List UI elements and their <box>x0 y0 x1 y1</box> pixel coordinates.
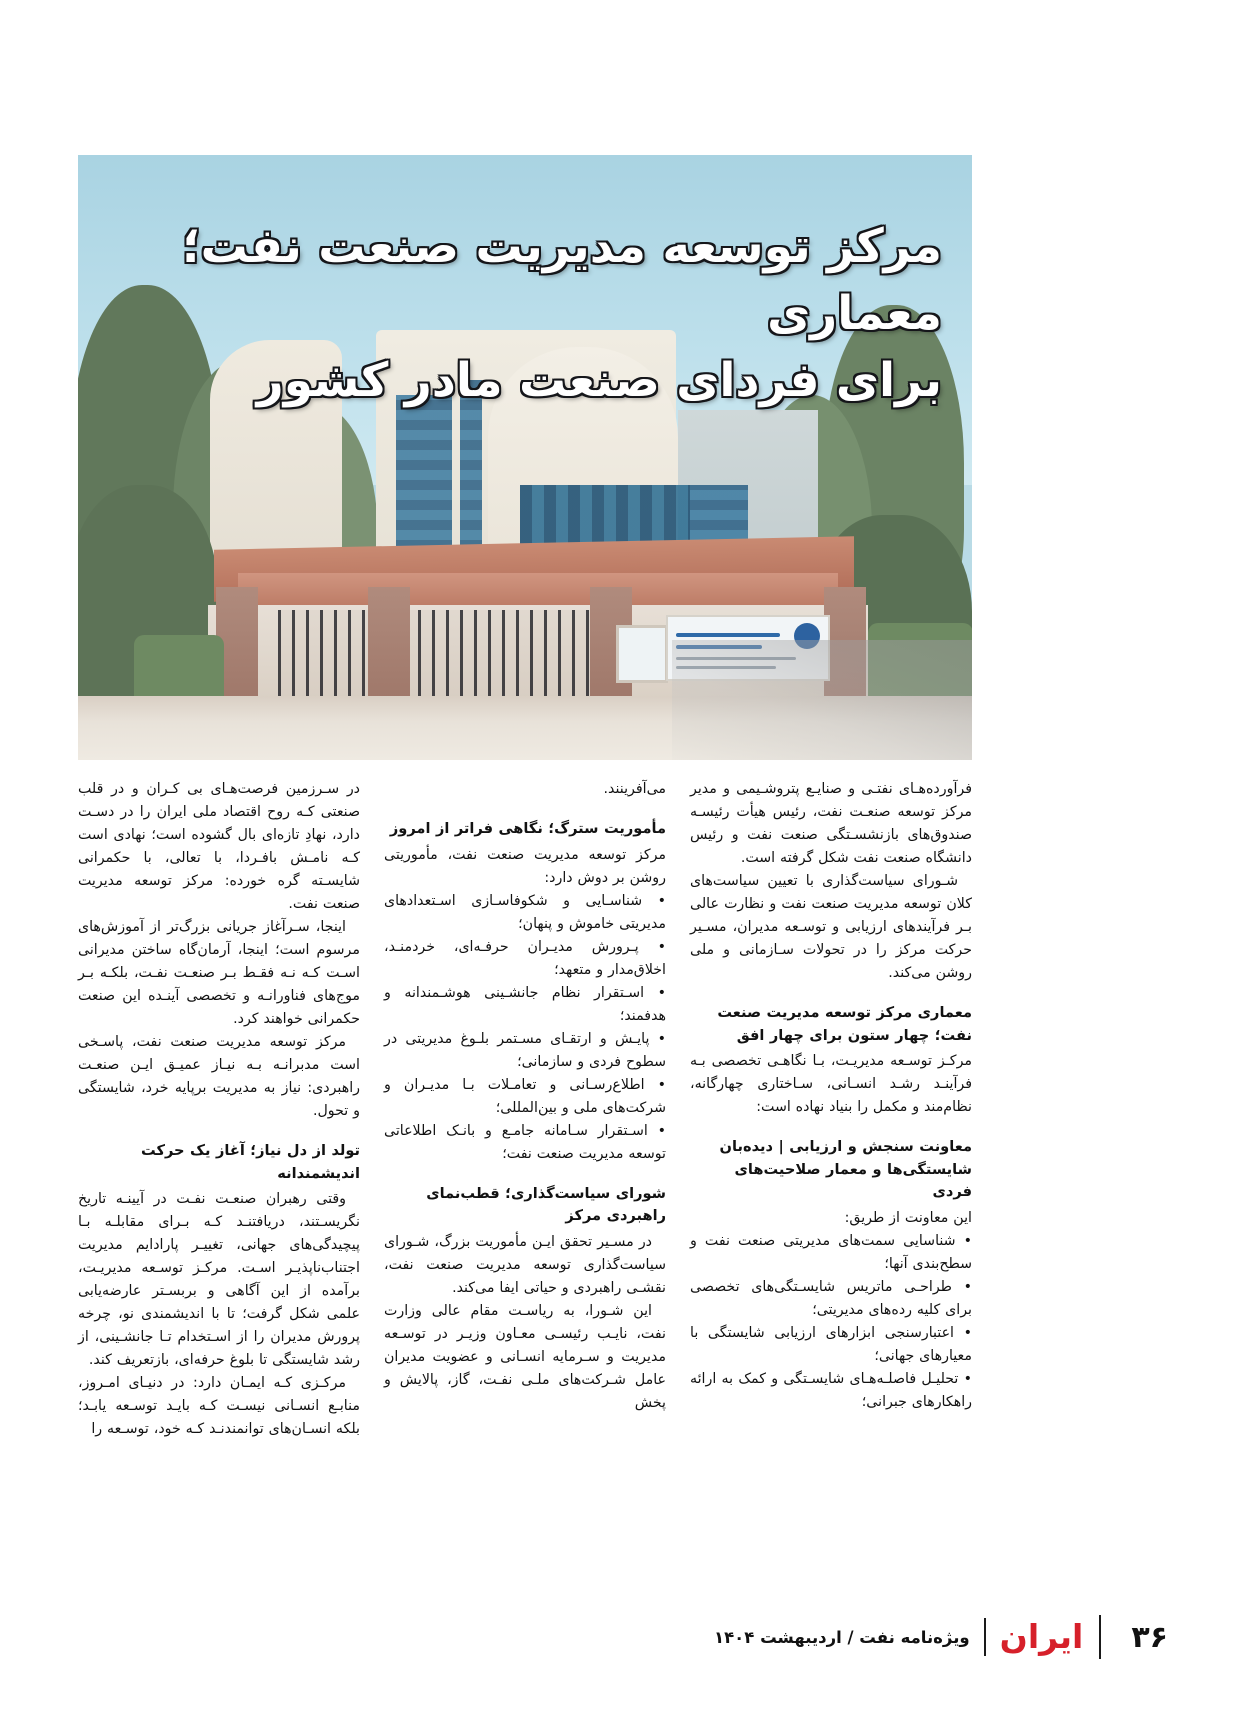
hero-photo <box>78 155 972 760</box>
paragraph: مرکز توسعه مدیریت صنعت نفت، پاسـخی است مدبرانـه بـه نیـاز عمیـق ایـن صنعـت راهبردی: نیاز به مدیریت برپایه خرد، شایستگی و تحول. <box>78 1034 360 1119</box>
guard-window <box>616 625 668 683</box>
section-heading: شورای سیاست‌گذاری؛ قطب‌نمای راهبردی مرکز <box>426 1184 666 1225</box>
street-road <box>672 640 972 760</box>
list-item: • شناسایی سمت‌های مدیریتی صنعت نفت و سطح‌بندی آنها؛ <box>690 1230 972 1276</box>
section-heading: معاونت سنجش و ارزیابی | دیده‌بان شایستگی‌ها و معمار صلاحیت‌های فردی <box>719 1138 972 1201</box>
paragraph: مرکـز توسـعه مدیریـت، بـا نگاهـی تخصصی بـه فرآینـد رشـد انسـانی، سـاختاری چهارگانه، نظام‌مند و مکمل را بنیاد نهاده است: <box>690 1053 972 1116</box>
page-footer <box>78 1610 1172 1664</box>
footer-separator-1 <box>1099 1615 1101 1659</box>
list-item: • پـرورش مدیـران حرفـه‌ای، خردمنـد، اخلاق‌مدار و متعهد؛ <box>384 936 666 982</box>
headline-line-1: مرکز توسعه مدیریت صنعت نفت؛ معماری <box>181 219 942 342</box>
section-heading: تولد از دل نیاز؛ آغاز یک حرکت اندیشمندانه <box>141 1142 360 1182</box>
paragraph: این شـورا، به ریاسـت مقام عالی وزارت نفت، نایـب رئیسـی معـاون وزیـر در توسـعه مدیریت و سـرمایه انسـانی و عضویت مدیران عامل شـرکت‌های ملـی نفـت، گاز، پالایش و پخش <box>384 1302 666 1411</box>
list-item: • طراحـی ماتریس شایسـتگی‌های تخصصی برای کلیه رده‌های مدیریتی؛ <box>690 1276 972 1322</box>
list-item: • پایـش و ارتقـای مسـتمر بلـوغ مدیریتی در سطوح فردی و سازمانی؛ <box>384 1028 666 1074</box>
headline-line-2: برای فردای صنعت مادر کشور <box>256 352 942 408</box>
section-heading: مأموریت سترگ؛ نگاهی فراتر از امروز <box>389 820 666 837</box>
list-item: • اعتبارسنجی ابزارهای ارزیابی شایستگی با معیارهای جهانی؛ <box>690 1322 972 1368</box>
list-item: • اطلاع‌رسـانی و تعامـلات بـا مدیـران و شرکت‌های ملی و بین‌المللی؛ <box>384 1074 666 1120</box>
publication-logo: ایران <box>999 1616 1084 1656</box>
competency-bullet-list <box>690 1230 972 1414</box>
list-item: • تحلیـل فاصلـه‌هـای شایسـتگی و کمک به ارائه راهکارهای جبرانی؛ <box>690 1368 972 1414</box>
list-item: • شناسـایی و شکوفاسـازی اسـتعدادهای مدیریتی خاموش و پنهان؛ <box>384 890 666 936</box>
paragraph: این معاونت از طریق: <box>844 1210 972 1227</box>
issue-label: ویژه‌نامه نفت / اردیبهشت ۱۴۰۴ <box>714 1627 970 1647</box>
paragraph: مرکـزی کـه ایمـان دارد: در دنیـای امـروز، منابـع انسـانی نیسـت کـه بایـد توسـعه یابـد؛ بلکه انسـان‌های توانمندنـد کـه خود، توسـعه را <box>78 1375 360 1438</box>
paragraph: شـورای سیاست‌گذاری با تعیین سیاست‌های کلان توسعه مدیریت صنعت نفت و نظارت عالی بـر فرآیندهای ارزیابی و توسـعه مدیران، مسـیر حرکت مرکز را در تحولات سـازمانی و ملی روشن می‌کند. <box>690 873 972 981</box>
paragraph: در سـرزمین فرصت‌هـای بی کـران و در قلب صنعتی کـه روح اقتصاد ملی ایران را در دسـت دارد، نهادِ تازه‌ای بال گشوده است؛ نهادی است کـه نامـش بافـردا، با تعالی، با حکمرانی شایسـته گره خورده: مرکز توسعه مدیریت صنعت نفت. <box>78 781 360 912</box>
article-headline <box>162 214 942 414</box>
signboard-text-line <box>676 633 780 637</box>
column-right <box>78 778 360 1438</box>
paragraph: فرآورده‌هـای نفتـی و صنایـع پتروشـیمی و مدیر مرکز توسعه صنعـت نفت، رئیس هیأت رئیسـه صندوق‌های بازنشسـتگی صنعت نفت و رئیس دانشگاه صنعت نفت شکل گرفته است. <box>690 781 972 866</box>
paragraph: وقتی رهبران صنعـت نفـت در آیینـه تاریخ نگریسـتند، دریافتنـد کـه بـرای مقابلـه بـا پیچیدگی‌های جهانی، تغییـر پارادایم مدیریت اجتناب‌ناپذیـر اسـت. مرکـز توسـعه مدیریـت، برآمده از این آگاهی و بربسـتر عارضه‌یابی علمی شکل گرفت؛ تا با اندیشمندی نو، چرخه پرورش مدیران را از اسـتخدام تـا جانشـینی، از رشد شایستگی تا بلوغ حرفه‌ای، بازتعریف کند. <box>78 1191 360 1369</box>
column-left <box>690 778 972 1411</box>
column-middle <box>384 778 666 1411</box>
entrance-roof-lower <box>238 573 838 609</box>
list-item: • اسـتقرار سـامانه جامـع و بانـک اطلاعاتی توسعه مدیریت صنعت نفت؛ <box>384 1120 666 1166</box>
list-item: • اسـتقرار نظام جانشـینی هوشـمندانه و هدفمند؛ <box>384 982 666 1028</box>
paragraph: اینجا، سـرآغاز جریانی بزرگ‌تر از آموزش‌های مرسوم است؛ اینجا، آرمان‌گاه ساختن مدیرانی اسـت کـه نـه فقـط بـر صنعـت نفـت، بلکـه بـر موج‌های فناورانـه و تخصصی آینـده این صنعت حکمرانی خواهند کرد. <box>78 919 360 1027</box>
footer-separator-2 <box>984 1618 986 1656</box>
article-columns <box>78 778 972 1438</box>
paragraph: در مسـیر تحقق ایـن مأموریت بزرگ، شـورای سیاست‌گذاری توسعه مدیریت صنعت نفت، نقشـی راهبردی و حیاتی ایفا می‌کند. <box>384 1233 666 1296</box>
footer-divider <box>78 1610 1172 1611</box>
mission-bullet-list <box>384 890 666 1166</box>
section-heading: معماری مرکز توسعه مدیریت صنعت نفت؛ چهار ستون برای چهار افق <box>717 1004 972 1044</box>
paragraph: می‌آفرینند. <box>603 781 666 797</box>
paragraph: مرکز توسعه مدیریت صنعت نفت، مأموریتی روشن بر دوش دارد: <box>384 846 666 886</box>
page-number: ۳۶ <box>1131 1619 1168 1655</box>
